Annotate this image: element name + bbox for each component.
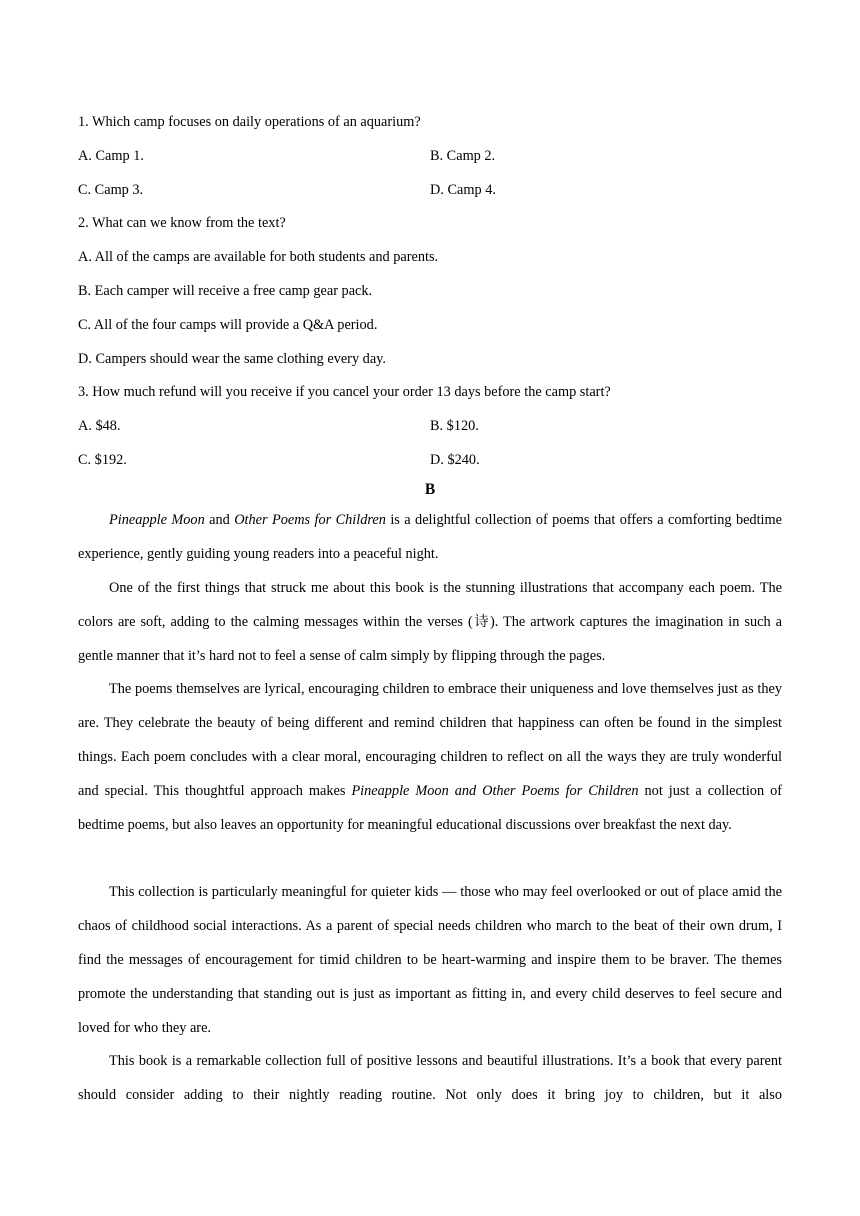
paragraph-3-text: not just a collection of bedtime poems, but also leaves an opportunity for meaningful educational discussions over breakfast the next day. [78,783,782,833]
question-1-option-a: A. Camp 1. [78,148,144,164]
passage-paragraph-1 [78,503,782,571]
question-2-stem: 2. What can we know from the text? [78,215,286,231]
question-2-option-d: D. Campers should wear the same clothing every day. [78,351,386,367]
question-1-option-b: B. Camp 2. [430,148,496,164]
question-2-option-b: B. Each camper will receive a free camp gear pack. [78,283,373,299]
section-b-title: B [424,481,436,498]
question-3-option-c: C. $192. [78,452,127,468]
paragraph-1-text: is a delightful collection of poems that offers a comforting bedtime experience, gently guiding young readers into a peaceful night. [78,512,782,562]
question-1-option-d: D. Camp 4. [430,182,496,198]
question-3-option-b: B. $120. [430,418,479,434]
book-title-italic: Pineapple Moon and Other Poems for Children [351,783,639,799]
question-2-option-a: A. All of the camps are available for both students and parents. [78,249,439,265]
question-3-option-a: A. $48. [78,418,121,434]
passage-paragraph-4: This collection is particularly meaningful for quieter kids — those who may feel overlooked or out of place amid the chaos of childhood social interactions. As a parent of special needs children who march to the beat of their own drum, I find the messages of encouragement for timid children to be heart-warming and inspire them to be braver. The themes promote the understanding that standing out is just as important as fitting in, and every child deserves to feel secure and loved for who they are. [78,884,782,1036]
paragraph-3-text: The poems themselves are lyrical, encouraging children to embrace their uniqueness and love themselves just as they are. They celebrate the beauty of being different and remind children that happiness can often be found in the simplest things. Each poem concludes with a clear moral, encouraging children to reflect on all the ways they are truly wonderful and special. This thoughtful approach makes [78,681,782,799]
question-1-stem: 1. Which camp focuses on daily operations of an aquarium? [78,114,421,130]
book-title-italic: Pineapple Moon [109,512,205,528]
question-1-option-c: C. Camp 3. [78,182,144,198]
question-3-option-d: D. $240. [430,452,480,468]
book-title-italic: Other Poems for Children [234,512,386,528]
passage-paragraph-3 [78,672,782,842]
passage-paragraph-5: This book is a remarkable collection full of positive lessons and beautiful illustrations. It’s a book that every parent should consider adding to their nightly reading routine. Not only does it bring joy to children, but it also [78,1053,782,1103]
paragraph-1-text: and [204,512,235,528]
passage-paragraph-2: One of the first things that struck me about this book is the stunning illustrations that accompany each poem. The colors are soft, adding to the calming messages within the verses (诗). The artwork captures the imagination in such a gentle manner that it’s hard not to feel a sense of calm simply by flipping through the pages. [78,580,782,664]
question-2-option-c: C. All of the four camps will provide a Q&A period. [78,317,378,333]
question-3-stem: 3. How much refund will you receive if you cancel your order 13 days before the camp start? [78,384,611,400]
